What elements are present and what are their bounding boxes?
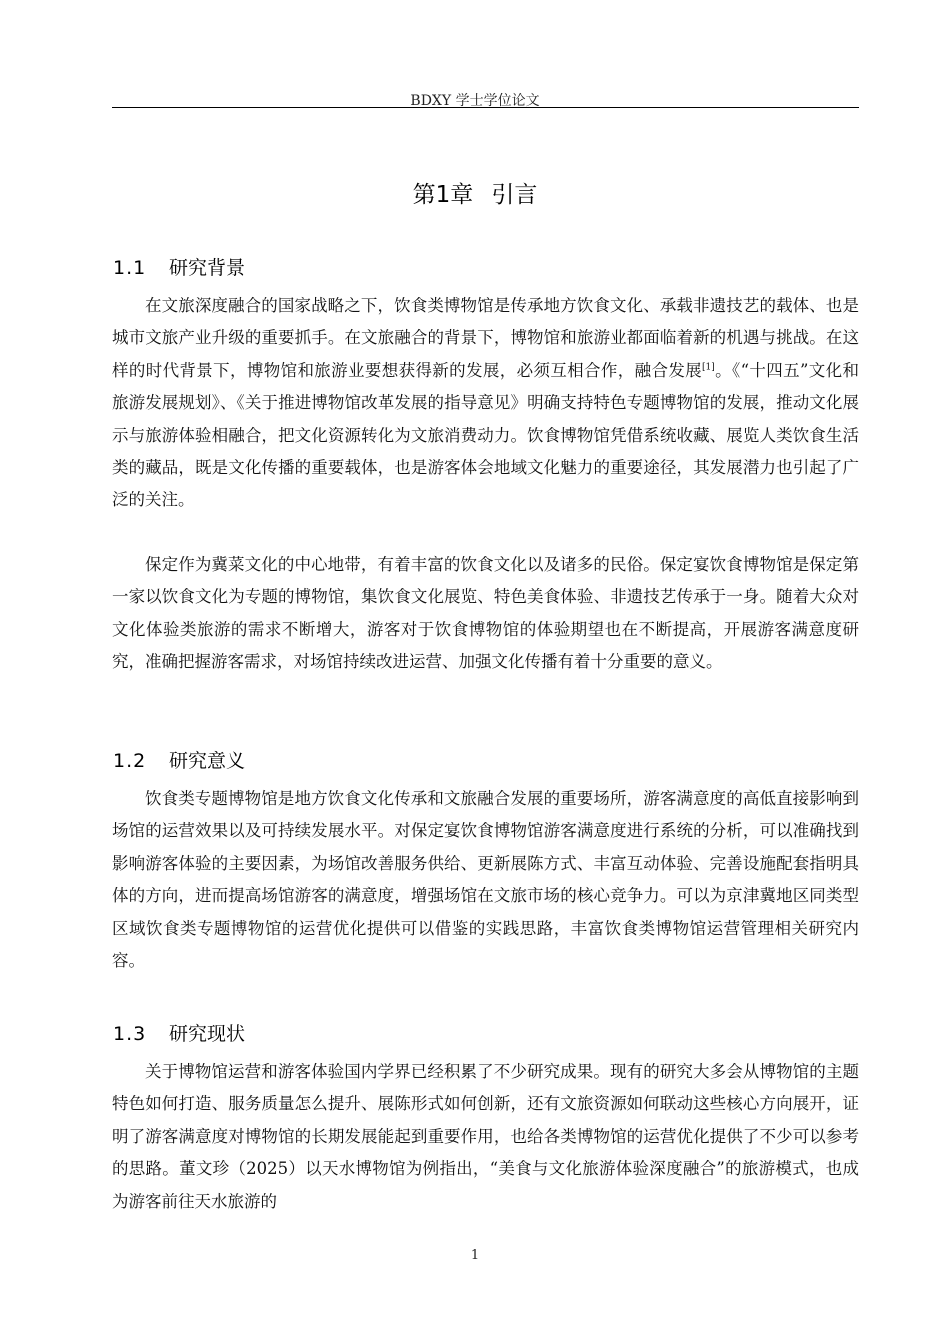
paragraph-1-1-a — [112, 290, 859, 517]
section-title: 研究背景 — [169, 257, 246, 279]
paragraph-1-1-b: 保定作为冀菜文化的中心地带，有着丰富的饮食文化以及诸多的民俗。保定宴饮食博物馆是保定第一家以饮食文化为专题的博物馆，集饮食文化展览、特色美食体验、非遗技艺传承于一身。随着大众对文化体验类旅游的需求不断增大，游客对于饮食博物馆的体验期望也在不断提高，开展游客满意度研究，准确把握游客需求，对场馆持续改进运营、加强文化传播有着十分重要的意义。 — [112, 555, 859, 672]
chapter-name: 引言 — [491, 182, 538, 208]
section-title: 研究现状 — [169, 1023, 246, 1045]
paragraph-1-3: 关于博物馆运营和游客体验国内学界已经积累了不少研究成果。现有的研究大多会从博物馆的主题特色如何打造、服务质量怎么提升、展陈形式如何创新，还有文旅资源如何联动这些核心方向展开，证明了游客满意度对博物馆的长期发展能起到重要作用，也给各类博物馆的运营优化提供了不少可以参考的思路。董文珍（2025）以天水博物馆为例指出，“美食与文化旅游体验深度融合”的旅游模式，也成为游客前往天水旅游的 — [112, 1062, 859, 1211]
citation-ref: [1] — [702, 362, 715, 373]
running-header: BDXY 学士学位论文 — [410, 93, 540, 109]
chapter-number: 第1章 — [412, 182, 474, 208]
section-number: 1.3 — [113, 1023, 147, 1045]
paragraph-text: 在文旅深度融合的国家战略之下，饮食类博物馆是传承地方饮食文化、承载非遗技艺的载体、也是城市文旅产业升级的重要抓手。在文旅融合的背景下，博物馆和旅游业都面临着新的机遇与挑战。在这样的时代背景下，博物馆和旅游业要想获得新的发展，必须互相合作，融合发展 — [112, 296, 859, 380]
section-number: 1.1 — [113, 257, 147, 279]
chapter-title — [0, 176, 950, 209]
page-number: 1 — [470, 1248, 480, 1263]
paragraph-text: 。《“十四五”文化和旅游发展规划》、《关于推进博物馆改革发展的指导意见》明确支持特色专题博物馆的发展，推动文化展示与旅游体验相融合，把文化资源转化为文旅消费动力。饮食博物馆凭借系统收藏、展览人类饮食生活类的藏品，既是文化传播的重要载体，也是游客体会地域文化魅力的重要途径，其发展潜力也引起了广泛的关注。 — [112, 360, 860, 510]
header-rule — [112, 107, 859, 108]
section-title: 研究意义 — [169, 750, 246, 772]
section-number: 1.2 — [113, 750, 147, 772]
section-heading-1-3 — [113, 1019, 245, 1046]
section-heading-1-2 — [113, 746, 245, 773]
paragraph-1-2: 饮食类专题博物馆是地方饮食文化传承和文旅融合发展的重要场所，游客满意度的高低直接影响到场馆的运营效果以及可持续发展水平。对保定宴饮食博物馆游客满意度进行系统的分析，可以准确找到影响游客体验的主要因素，为场馆改善服务供给、更新展陈方式、丰富互动体验、完善设施配套指明具体的方向，进而提高场馆游客的满意度，增强场馆在文旅市场的核心竞争力。可以为京津冀地区同类型区域饮食类专题博物馆的运营优化提供可以借鉴的实践思路，丰富饮食类博物馆运营管理相关研究内容。 — [112, 789, 859, 971]
section-heading-1-1 — [113, 253, 245, 280]
